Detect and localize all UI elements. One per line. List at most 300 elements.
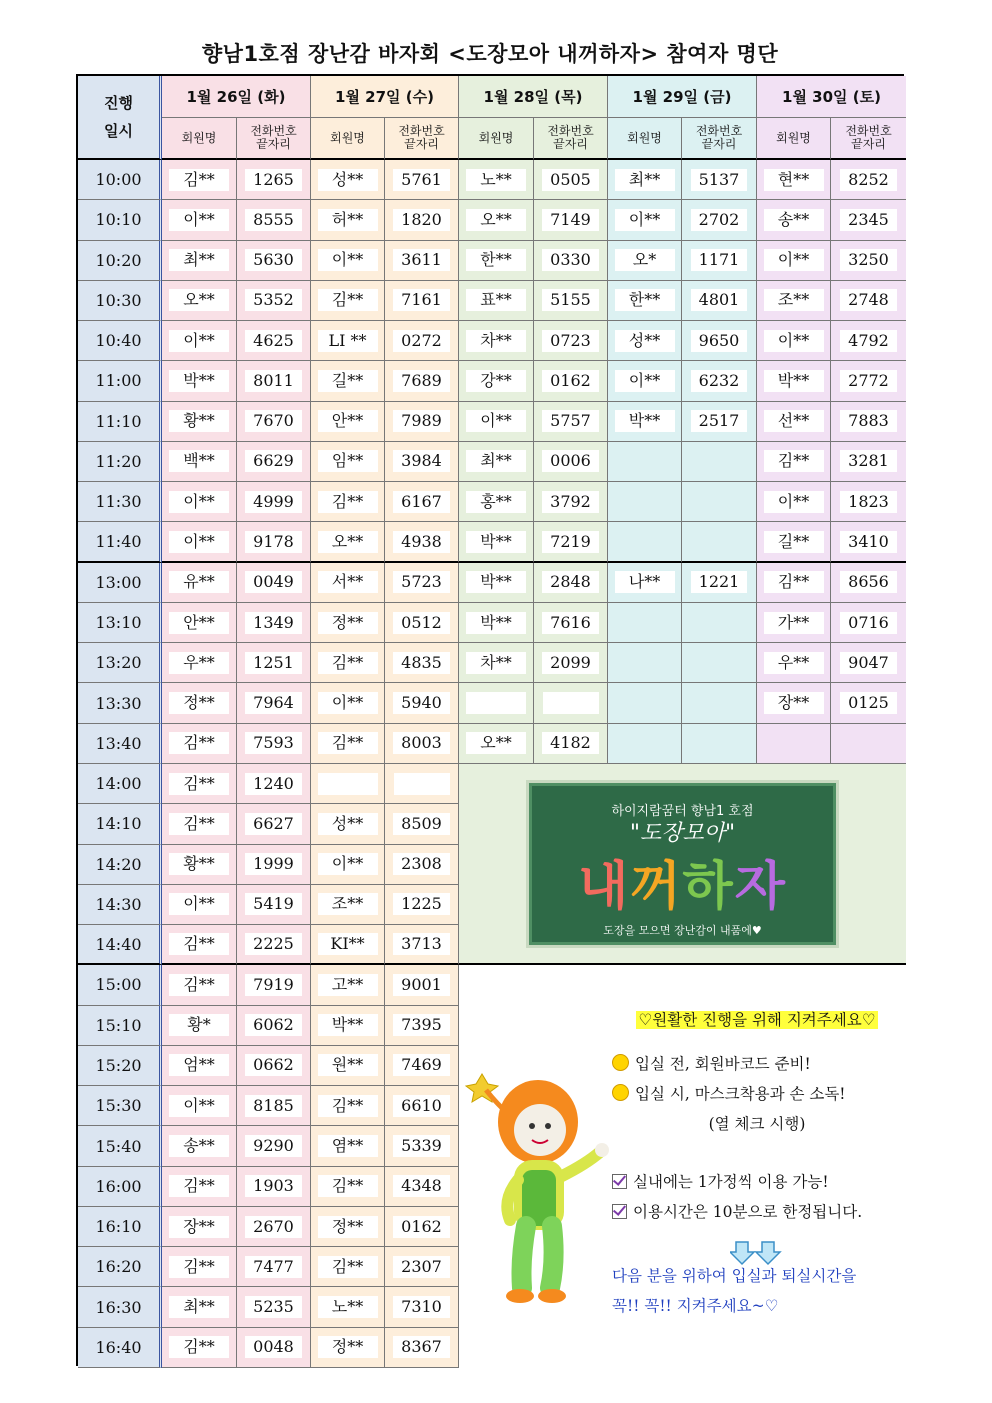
page-title: 향남1호점 장난감 바자회 <도장모아 내꺼하자> 참여자 명단 (201, 42, 779, 66)
phone-digits-cell (534, 321, 608, 361)
member-name-cell (757, 643, 831, 683)
phone-digits-cell (831, 603, 906, 643)
time-slot: 11:00 (78, 361, 162, 401)
phone-digits-cell-value: 3713 (393, 933, 450, 955)
member-name-cell (311, 160, 385, 200)
member-name-cell (311, 1328, 385, 1368)
banner-char: 자 (734, 857, 787, 917)
member-name-cell-value: 최** (466, 450, 526, 472)
member-name-cell (162, 724, 237, 764)
member-name-cell (162, 804, 237, 844)
phone-digits-cell-value: 7161 (393, 289, 450, 311)
name-column-header: 회원명 (311, 118, 385, 160)
phone-column-header (831, 118, 906, 160)
member-name-cell (162, 683, 237, 723)
member-name-cell (162, 1287, 237, 1327)
phone-digits-cell-value: 6062 (245, 1014, 302, 1036)
member-name-cell (608, 563, 682, 603)
member-name-cell (162, 160, 237, 200)
member-name-cell-value: 김** (169, 1175, 229, 1197)
phone-digits-cell-value: 5155 (542, 289, 599, 311)
phone-digits-cell (831, 160, 906, 200)
phone-digits-cell-value: 1349 (245, 612, 302, 634)
phone-digits-cell-value: 5352 (245, 289, 302, 311)
member-name-cell-value: 김** (169, 974, 229, 996)
member-name-cell (459, 321, 534, 361)
phone-digits-cell (831, 724, 906, 764)
phone-digits-cell-value: 5339 (393, 1135, 450, 1157)
member-name-cell-value: 이** (169, 330, 229, 352)
member-name-cell-value: 이** (764, 330, 824, 352)
phone-digits-cell (237, 925, 311, 965)
phone-digits-cell (237, 160, 311, 200)
phone-digits-cell (385, 1247, 459, 1287)
notice-item: 입실 시, 마스크착용과 손 소독! (635, 1085, 846, 1103)
phone-digits-cell (534, 281, 608, 321)
phone-digits-cell-value: 0048 (245, 1336, 302, 1358)
phone-digits-cell (385, 281, 459, 321)
phone-digits-cell-value: 8011 (245, 370, 302, 392)
member-name-cell (459, 200, 534, 240)
time-slot: 16:10 (78, 1207, 162, 1247)
empty-box (394, 773, 450, 795)
member-name-cell-value: 길** (764, 531, 824, 553)
member-name-cell (608, 361, 682, 401)
member-name-cell (459, 361, 534, 401)
time-slot: 16:00 (78, 1167, 162, 1207)
member-name-cell-value: 황** (169, 853, 229, 875)
member-name-cell (459, 281, 534, 321)
phone-digits-cell (237, 1287, 311, 1327)
phone-digits-cell (534, 563, 608, 603)
member-name-cell-value: 김** (318, 1095, 378, 1117)
member-name-cell-value: 김** (318, 652, 378, 674)
phone-digits-cell (534, 643, 608, 683)
member-name-cell-value: 길** (318, 370, 378, 392)
phone-digits-cell-value: 5630 (245, 249, 302, 271)
member-name-cell (311, 925, 385, 965)
day-header: 1월 30일 (토) (757, 76, 906, 118)
phone-header-line: 전화번호 (547, 124, 594, 138)
phone-digits-cell-value: 3611 (393, 249, 450, 271)
member-name-cell (459, 522, 534, 562)
member-name-cell (311, 643, 385, 683)
member-name-cell (162, 281, 237, 321)
phone-digits-cell-value: 3984 (393, 450, 450, 472)
phone-digits-cell-value: 1221 (691, 571, 748, 593)
phone-digits-cell (682, 281, 757, 321)
phone-digits-cell (237, 1046, 311, 1086)
member-name-cell (459, 603, 534, 643)
member-name-cell-value: 김** (169, 732, 229, 754)
member-name-cell-value: 백** (169, 450, 229, 472)
phone-header-line: 전화번호 (845, 124, 892, 138)
banner-char: 꺼 (630, 857, 683, 917)
phone-digits-cell (237, 603, 311, 643)
name-column-header: 회원명 (459, 118, 534, 160)
phone-digits-cell-value: 3250 (840, 249, 897, 271)
member-name-cell (311, 482, 385, 522)
phone-digits-cell (385, 442, 459, 482)
phone-digits-cell (385, 1086, 459, 1126)
phone-digits-cell-value: 2345 (840, 209, 897, 231)
member-name-cell (757, 200, 831, 240)
notice-headline: ♡원활한 진행을 위해 지켜주세요♡ (638, 1011, 876, 1029)
phone-digits-cell-value: 8367 (393, 1336, 450, 1358)
member-name-cell-value: 정** (169, 692, 229, 714)
member-name-cell-value: 이** (764, 491, 824, 513)
phone-digits-cell-value: 0162 (393, 1216, 450, 1238)
phone-digits-cell (682, 563, 757, 603)
phone-digits-cell-value: 4835 (393, 652, 450, 674)
member-name-cell-value: 김** (169, 1256, 229, 1278)
member-name-cell-value: 장** (764, 692, 824, 714)
member-name-cell-value: 박** (466, 531, 526, 553)
member-name-cell-value: 이** (764, 249, 824, 271)
phone-digits-cell (831, 643, 906, 683)
member-name-cell (608, 482, 682, 522)
member-name-cell (459, 563, 534, 603)
phone-digits-cell (831, 200, 906, 240)
phone-digits-cell-value: 7883 (840, 410, 897, 432)
member-name-cell (162, 1247, 237, 1287)
member-name-cell-value: 한** (466, 249, 526, 271)
banner-char: 내 (578, 857, 631, 917)
phone-digits-cell (385, 1328, 459, 1368)
phone-digits-cell-value: 1903 (245, 1175, 302, 1197)
phone-digits-cell (385, 1006, 459, 1046)
phone-digits-cell-value: 0662 (245, 1054, 302, 1076)
phone-digits-cell-value: 6610 (393, 1095, 450, 1117)
phone-digits-cell (385, 804, 459, 844)
member-name-cell-value: 김** (318, 491, 378, 513)
phone-digits-cell (385, 160, 459, 200)
member-name-cell (162, 845, 237, 885)
phone-digits-cell-value: 1240 (245, 773, 302, 795)
phone-digits-cell (237, 804, 311, 844)
member-name-cell-value: 이** (615, 209, 675, 231)
phone-header-line: 끝자리 (553, 137, 588, 151)
member-name-cell (162, 442, 237, 482)
member-name-cell-value: 오** (318, 531, 378, 553)
member-name-cell-value: 우** (169, 652, 229, 674)
member-name-cell (459, 643, 534, 683)
phone-digits-cell-value: 2702 (691, 209, 748, 231)
time-slot: 11:20 (78, 442, 162, 482)
phone-digits-cell (237, 885, 311, 925)
phone-digits-cell-value: 8555 (245, 209, 302, 231)
phone-digits-cell (237, 241, 311, 281)
phone-digits-cell (831, 361, 906, 401)
member-name-cell (459, 683, 534, 723)
member-name-cell (311, 321, 385, 361)
phone-digits-cell-value: 5761 (393, 169, 450, 191)
name-column-header: 회원명 (757, 118, 831, 160)
time-slot: 15:40 (78, 1126, 162, 1166)
phone-digits-cell (237, 321, 311, 361)
phone-digits-cell (237, 1247, 311, 1287)
member-name-cell-value: 정** (318, 1336, 378, 1358)
phone-digits-cell (534, 200, 608, 240)
phone-digits-cell (237, 361, 311, 401)
member-name-cell (757, 241, 831, 281)
mascot-illustration (462, 1060, 612, 1305)
phone-digits-cell (385, 724, 459, 764)
banner-slogan: "도장모아" (629, 821, 736, 846)
phone-digits-cell-value: 3410 (840, 531, 897, 553)
member-name-cell (162, 1126, 237, 1166)
member-name-cell (311, 281, 385, 321)
member-name-cell-value: 선** (764, 410, 824, 432)
member-name-cell-value: 이** (615, 370, 675, 392)
phone-digits-cell (831, 281, 906, 321)
member-name-cell (757, 281, 831, 321)
phone-digits-cell (237, 522, 311, 562)
time-slot: 14:40 (78, 925, 162, 965)
member-name-cell-value: 가** (764, 612, 824, 634)
phone-digits-cell-value: 2517 (691, 410, 748, 432)
phone-digits-cell (682, 482, 757, 522)
phone-digits-cell-value: 1823 (840, 491, 897, 513)
phone-digits-cell (385, 361, 459, 401)
time-slot: 11:10 (78, 402, 162, 442)
phone-column-header (682, 118, 757, 160)
phone-digits-cell-value: 8003 (393, 732, 450, 754)
phone-digits-cell-value: 8185 (245, 1095, 302, 1117)
phone-header-line: 전화번호 (250, 124, 297, 138)
banner-caption: 도장을 모으면 장난감이 내품에♥ (603, 924, 762, 937)
phone-digits-cell (385, 563, 459, 603)
member-name-cell-value: 엄** (169, 1054, 229, 1076)
member-name-cell-value: 박** (615, 410, 675, 432)
member-name-cell-value: 노** (466, 169, 526, 191)
phone-digits-cell (385, 200, 459, 240)
member-name-cell-value: 오* (615, 249, 675, 271)
member-name-cell-value: 한** (615, 289, 675, 311)
phone-digits-cell (385, 321, 459, 361)
phone-digits-cell (534, 482, 608, 522)
phone-digits-cell (385, 1126, 459, 1166)
member-name-cell-value: 성** (615, 330, 675, 352)
member-name-cell (162, 885, 237, 925)
phone-digits-cell (237, 402, 311, 442)
member-name-cell-value: 차** (466, 652, 526, 674)
phone-digits-cell (831, 482, 906, 522)
time-header-line: 일시 (104, 122, 133, 140)
phone-header-line: 끝자리 (701, 137, 737, 151)
phone-digits-cell-value: 9001 (393, 974, 450, 996)
phone-digits-cell-value: 1225 (393, 893, 450, 915)
day-header: 1월 28일 (목) (459, 76, 608, 118)
member-name-cell-value: 장** (169, 1216, 229, 1238)
phone-digits-cell-value: 0125 (840, 692, 897, 714)
member-name-cell (311, 361, 385, 401)
phone-digits-cell-value: 8252 (840, 169, 897, 191)
check-icon (612, 1204, 627, 1219)
phone-digits-cell-value: 7964 (245, 692, 302, 714)
phone-digits-cell-value: 5235 (245, 1296, 302, 1318)
member-name-cell-value: 이** (318, 692, 378, 714)
member-name-cell-value: 최** (169, 249, 229, 271)
member-name-cell (162, 1207, 237, 1247)
member-name-cell (608, 402, 682, 442)
phone-digits-cell-value: 0049 (245, 571, 302, 593)
phone-digits-cell (385, 522, 459, 562)
member-name-cell (162, 1046, 237, 1086)
member-name-cell-value: 김** (318, 1256, 378, 1278)
member-name-cell (608, 522, 682, 562)
phone-digits-cell-value: 3281 (840, 450, 897, 472)
phone-digits-cell-value: 4182 (542, 732, 599, 754)
notice-item: 이용시간은 10분으로 한정됩니다. (633, 1203, 863, 1221)
phone-digits-cell (534, 603, 608, 643)
phone-digits-cell (682, 200, 757, 240)
phone-digits-cell-value: 4801 (691, 289, 748, 311)
phone-digits-cell (385, 683, 459, 723)
phone-header-line: 끝자리 (851, 137, 886, 151)
time-slot: 13:10 (78, 603, 162, 643)
member-name-cell-value: 노** (318, 1296, 378, 1318)
day-header: 1월 29일 (금) (608, 76, 757, 118)
phone-digits-cell (682, 361, 757, 401)
time-slot: 15:30 (78, 1086, 162, 1126)
phone-digits-cell (385, 482, 459, 522)
phone-digits-cell-value: 0272 (393, 330, 450, 352)
notice-item: 입실 전, 회원바코드 준비! (635, 1055, 811, 1073)
member-name-cell (459, 482, 534, 522)
time-slot: 13:00 (78, 563, 162, 603)
phone-digits-cell-value: 7310 (393, 1296, 450, 1318)
member-name-cell-value: 김** (169, 773, 229, 795)
member-name-cell (311, 885, 385, 925)
notice-footer: 다음 분을 위하여 입실과 퇴실시간을 (612, 1267, 857, 1285)
member-name-cell (757, 361, 831, 401)
phone-header-line: 전화번호 (695, 124, 743, 138)
phone-digits-cell-value: 1265 (245, 169, 302, 191)
member-name-cell-value: 성** (318, 813, 378, 835)
phone-digits-cell (237, 1328, 311, 1368)
time-header (78, 76, 162, 160)
member-name-cell-value: 조** (318, 893, 378, 915)
member-name-cell-value: 오** (466, 209, 526, 231)
member-name-cell-value: 원** (318, 1054, 378, 1076)
phone-digits-cell (385, 764, 459, 804)
phone-digits-cell-value: 4625 (245, 330, 302, 352)
phone-digits-cell (237, 845, 311, 885)
member-name-cell (608, 603, 682, 643)
member-name-cell-value: 최** (615, 169, 675, 191)
phone-digits-cell-value: 1820 (393, 209, 450, 231)
member-name-cell (311, 402, 385, 442)
phone-digits-cell-value: 0162 (542, 370, 599, 392)
phone-digits-cell-value: 0505 (542, 169, 599, 191)
member-name-cell-value: 박** (169, 370, 229, 392)
member-name-cell (162, 482, 237, 522)
time-slot: 10:00 (78, 160, 162, 200)
member-name-cell (608, 643, 682, 683)
phone-digits-cell (385, 1287, 459, 1327)
member-name-cell (311, 1126, 385, 1166)
member-name-cell (757, 160, 831, 200)
member-name-cell (757, 683, 831, 723)
phone-digits-cell (831, 683, 906, 723)
notice-item: (열 체크 시행) (708, 1115, 806, 1133)
member-name-cell (608, 442, 682, 482)
member-name-cell (311, 724, 385, 764)
member-name-cell-value: 홍** (466, 491, 526, 513)
member-name-cell (459, 724, 534, 764)
member-name-cell-value: 안** (169, 612, 229, 634)
member-name-cell (757, 321, 831, 361)
phone-digits-cell (831, 321, 906, 361)
phone-digits-cell (682, 683, 757, 723)
member-name-cell-value: 김** (169, 1336, 229, 1358)
member-name-cell-value: 표** (466, 289, 526, 311)
member-name-cell-value: 오** (466, 732, 526, 754)
member-name-cell (757, 402, 831, 442)
member-name-cell (757, 522, 831, 562)
member-name-cell-value: 현** (764, 169, 824, 191)
time-slot: 16:20 (78, 1247, 162, 1287)
phone-digits-cell-value: 7670 (245, 410, 302, 432)
time-slot: 11:40 (78, 522, 162, 562)
member-name-cell (608, 160, 682, 200)
empty-box (466, 692, 526, 714)
member-name-cell (757, 603, 831, 643)
phone-digits-cell (682, 603, 757, 643)
member-name-cell-value: 송** (764, 209, 824, 231)
phone-digits-cell-value: 0006 (542, 450, 599, 472)
member-name-cell (162, 361, 237, 401)
time-slot: 10:10 (78, 200, 162, 240)
phone-digits-cell-value: 2225 (245, 933, 302, 955)
time-slot: 10:20 (78, 241, 162, 281)
phone-digits-cell (831, 241, 906, 281)
member-name-cell (162, 925, 237, 965)
member-name-cell (311, 200, 385, 240)
member-name-cell (757, 482, 831, 522)
phone-digits-cell (237, 200, 311, 240)
phone-digits-cell-value: 9178 (245, 531, 302, 553)
phone-digits-cell (682, 643, 757, 683)
empty-box (318, 773, 378, 795)
phone-digits-cell (534, 522, 608, 562)
member-name-cell-value: 박** (764, 370, 824, 392)
time-slot: 15:10 (78, 1006, 162, 1046)
phone-column-header (385, 118, 459, 160)
member-name-cell-value: 이** (169, 209, 229, 231)
member-name-cell-value: 이** (466, 410, 526, 432)
member-name-cell (459, 402, 534, 442)
member-name-cell (162, 1006, 237, 1046)
member-name-cell (311, 764, 385, 804)
member-name-cell (162, 764, 237, 804)
member-name-cell (311, 241, 385, 281)
member-name-cell (162, 200, 237, 240)
phone-digits-cell (831, 402, 906, 442)
member-name-cell (608, 724, 682, 764)
member-name-cell-value: 최** (169, 1296, 229, 1318)
member-name-cell-value: 황** (169, 410, 229, 432)
phone-digits-cell (385, 845, 459, 885)
member-name-cell-value: 박** (318, 1014, 378, 1036)
phone-digits-cell-value: 4348 (393, 1175, 450, 1197)
phone-digits-cell-value: 5723 (393, 571, 450, 593)
member-name-cell-value: 김** (318, 289, 378, 311)
time-slot: 10:30 (78, 281, 162, 321)
banner-subtitle: 하이지람꿈터 향남1 호점 (611, 804, 754, 819)
member-name-cell-value: 임** (318, 450, 378, 472)
